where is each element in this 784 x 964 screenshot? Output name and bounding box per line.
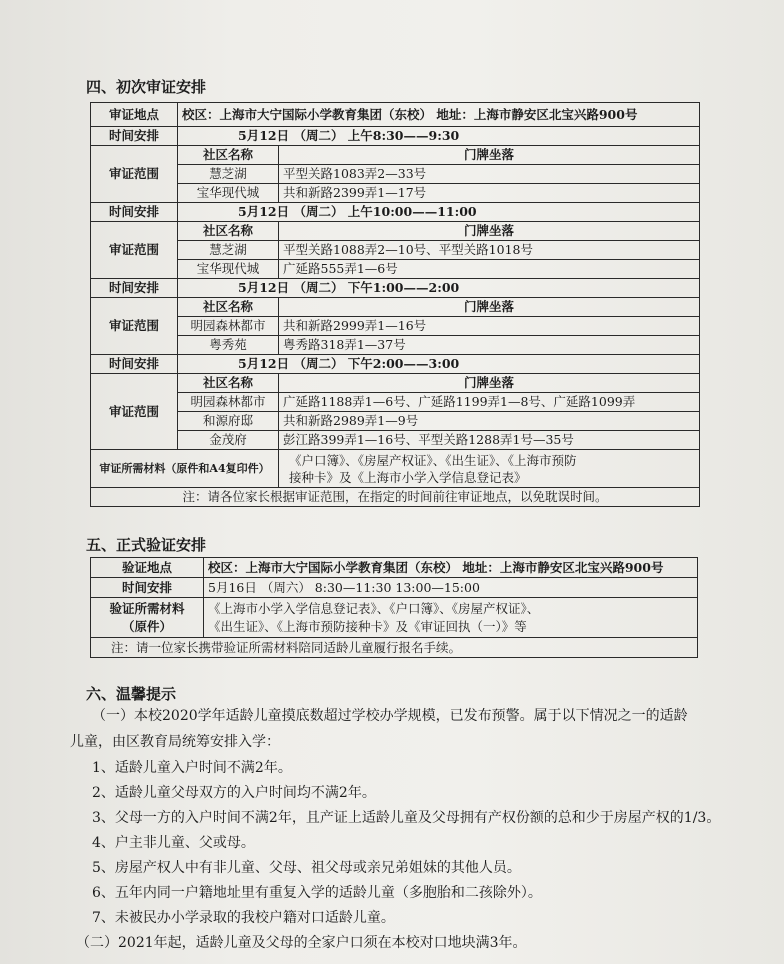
verify-time-label: 时间安排 (91, 578, 204, 598)
scope-label: 审证范围 (91, 374, 178, 450)
materials-value (279, 450, 700, 488)
scope-label: 审证范围 (91, 222, 178, 279)
address-cell: 彭江路399弄1—16号、平型关路1288弄1号—35号 (279, 431, 700, 450)
address-cell: 平型关路1083弄2—33号 (279, 165, 700, 184)
tip-item: 1、适龄儿童入户时间不满2年。 (92, 760, 292, 776)
tip-paragraph-1a: （一）本校2020学年适龄儿童摸底数超过学校办学规模，已发布预警。属于以下情况之一的适龄 (92, 708, 688, 724)
address-header: 门牌坐落 (279, 298, 700, 317)
community-cell: 粤秀苑 (178, 336, 279, 355)
session-time: 5月12日 （周二） 下午2:00——3:00 (178, 355, 700, 374)
review-location-label: 审证地点 (91, 103, 178, 127)
address-cell: 粤秀路318弄1—37号 (279, 336, 700, 355)
verify-materials-line-2: 《出生证》、《上海市预防接种卡》及《审证回执（一）》等 (208, 618, 527, 634)
community-header: 社区名称 (178, 298, 279, 317)
community-cell: 慧芝湖 (178, 241, 279, 260)
address-header: 门牌坐落 (279, 222, 700, 241)
community-header: 社区名称 (178, 222, 279, 241)
address-header: 门牌坐落 (279, 146, 700, 165)
section-6-heading: 六、温馨提示 (86, 685, 177, 703)
tip-item: 6、五年内同一户籍地址里有重复入学的适龄儿童（多胞胎和二孩除外）。 (92, 885, 542, 901)
materials-line-2: 接种卡》及《上海市小学入学信息登记表》 (289, 469, 527, 485)
scope-label: 审证范围 (91, 298, 178, 355)
community-cell: 明园森林都市 (178, 393, 279, 412)
time-label: 时间安排 (91, 279, 178, 298)
tip-paragraph-1b: 儿童，由区教育局统筹安排入学： (70, 734, 280, 750)
time-label: 时间安排 (91, 203, 178, 222)
section-4-heading: 四、初次审证安排 (86, 78, 207, 96)
scope-label: 审证范围 (91, 146, 178, 203)
time-label: 时间安排 (91, 127, 178, 146)
verify-location-value: 校区：上海市大宁国际小学教育集团（东校） 地址：上海市静安区北宝兴路900号 (204, 558, 698, 578)
community-header: 社区名称 (178, 146, 279, 165)
verify-materials-label-2: （原件） (121, 618, 172, 634)
materials-label: 审证所需材料（原件和A4复印件） (91, 450, 279, 488)
verify-materials-label (91, 598, 204, 638)
address-cell: 平型关路1088弄2—10号、平型关路1018号 (279, 241, 700, 260)
tip-paragraph-2: （二）2021年起，适龄儿童及父母的全家户口须在本校对口地块满3年。 (76, 935, 527, 951)
tip-item: 5、房屋产权人中有非儿童、父母、祖父母或亲兄弟姐妹的其他人员。 (92, 860, 521, 876)
address-cell: 广延路1188弄1—6号、广延路1199弄1—8号、广延路1099弄 (279, 393, 700, 412)
session-time: 5月12日 （周二） 上午8:30——9:30 (178, 127, 700, 146)
review-note: 注：请各位家长根据审证范围，在指定的时间前往审证地点，以免耽误时间。 (91, 488, 700, 507)
address-header: 门牌坐落 (279, 374, 700, 393)
review-location-value: 校区：上海市大宁国际小学教育集团（东校） 地址：上海市静安区北宝兴路900号 (178, 103, 700, 127)
community-cell: 明园森林都市 (178, 317, 279, 336)
session-time: 5月12日 （周二） 下午1:00——2:00 (178, 279, 700, 298)
community-cell: 金茂府 (178, 431, 279, 450)
community-cell: 宝华现代城 (178, 184, 279, 203)
address-cell: 共和新路2989弄1—9号 (279, 412, 700, 431)
tip-item: 3、父母一方的入户时间不满2年，且产证上适龄儿童及父母拥有产权份额的总和少于房屋产权的1/3。 (92, 810, 721, 826)
community-cell: 和源府邸 (178, 412, 279, 431)
section-5-heading: 五、正式验证安排 (86, 536, 207, 554)
tip-item: 7、未被民办小学录取的我校户籍对口适龄儿童。 (92, 910, 395, 926)
tip-item: 2、适龄儿童父母双方的入户时间均不满2年。 (92, 785, 376, 801)
community-header: 社区名称 (178, 374, 279, 393)
session-time: 5月12日 （周二） 上午10:00——11:00 (178, 203, 700, 222)
verify-note: 注：请一位家长携带验证所需材料陪同适龄儿童履行报名手续。 (91, 638, 698, 658)
address-cell: 广延路555弄1—6号 (279, 260, 700, 279)
materials-line-1: 《户口簿》、《房屋产权证》、《出生证》、《上海市预防 (289, 452, 577, 468)
address-cell: 共和新路2399弄1—17号 (279, 184, 700, 203)
verify-location-label: 验证地点 (91, 558, 204, 578)
verify-materials-line-1: 《上海市小学入学信息登记表》、《户口簿》、《房屋产权证》、 (208, 600, 540, 616)
verify-materials-label-1: 验证所需材料 (109, 600, 185, 616)
verify-time-value: 5月16日 （周六） 8:30—11:30 13:00—15:00 (204, 578, 698, 598)
community-cell: 慧芝湖 (178, 165, 279, 184)
address-cell: 共和新路2999弄1—16号 (279, 317, 700, 336)
community-cell: 宝华现代城 (178, 260, 279, 279)
review-schedule-table (90, 102, 700, 507)
verification-table (90, 557, 698, 658)
tip-item: 4、户主非儿童、父或母。 (92, 835, 255, 851)
time-label: 时间安排 (91, 355, 178, 374)
verify-materials-value (204, 598, 698, 638)
